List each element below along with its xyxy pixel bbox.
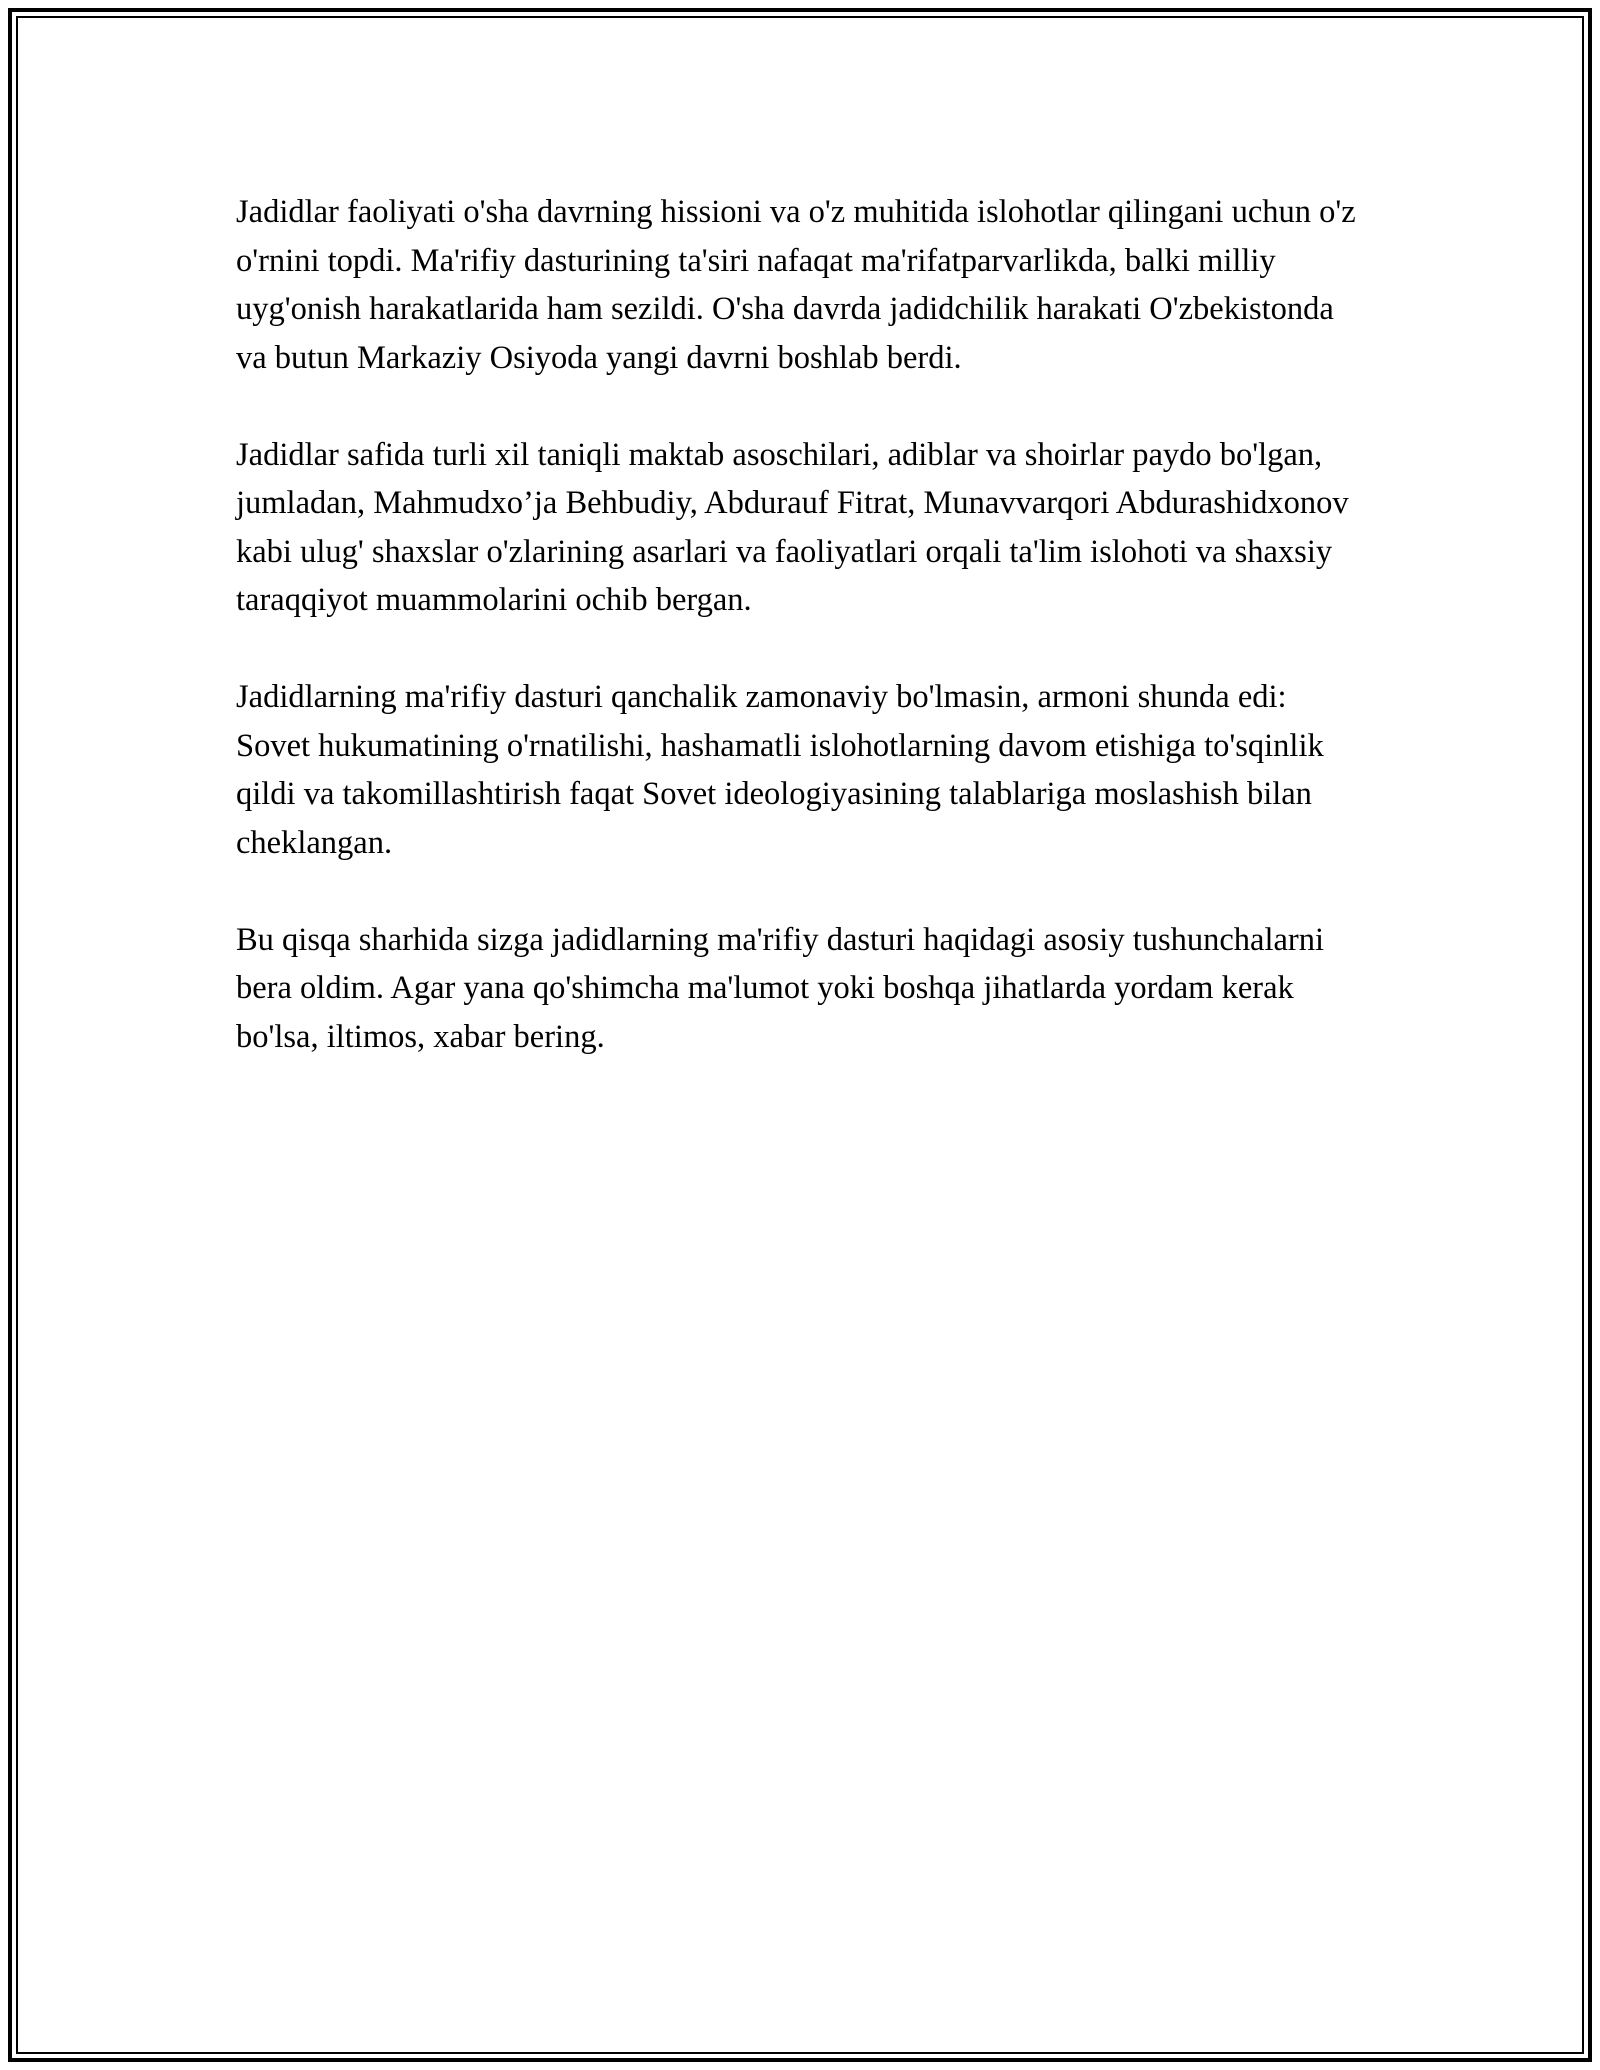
document-body xyxy=(236,188,1366,1110)
paragraph-1: Jadidlar faoliyati o'sha davrning hissioni va o'z muhitida islohotlar qilingani uchun o'z o'rnini topdi. Ma'rifiy dasturining ta'siri nafaqat ma'rifatparvarlikda, balki milliy uyg'onish harakatlarida ham sezildi. O'sha davrda jadidchilik harakati O'zbekistonda va butun Markaziy Osiyoda yangi davrni boshlab berdi. xyxy=(236,194,1356,376)
paragraph-3: Jadidlarning ma'rifiy dasturi qanchalik zamonaviy bo'lmasin, armoni shunda edi: Sovet hukumatining o'rnatilishi, hashamatli islohotlarning davom etishiga to'sqinlik qildi va takomillashtirish faqat Sovet ideologiyasining talablariga moslashish bilan cheklangan. xyxy=(236,679,1324,861)
paragraph-2: Jadidlar safida turli xil taniqli maktab asoschilari, adiblar va shoirlar paydo bo'lgan, jumladan, Mahmudxo’ja Behbudiy, Abdurauf Fitrat, Munavvarqori Abdurashidxonov kabi ulug' shaxslar o'zlarining asarlari va faoliyatlari orqali ta'lim islohoti va shaxsiy taraqqiyot muammolarini ochib bergan. xyxy=(236,436,1349,618)
paragraph-4: Bu qisqa sharhida sizga jadidlarning ma'rifiy dasturi haqidagi asosiy tushunchalarni bera oldim. Agar yana qo'shimcha ma'lumot yoki boshqa jihatlarda yordam kerak bo'lsa, iltimos, xabar bering. xyxy=(236,921,1325,1055)
